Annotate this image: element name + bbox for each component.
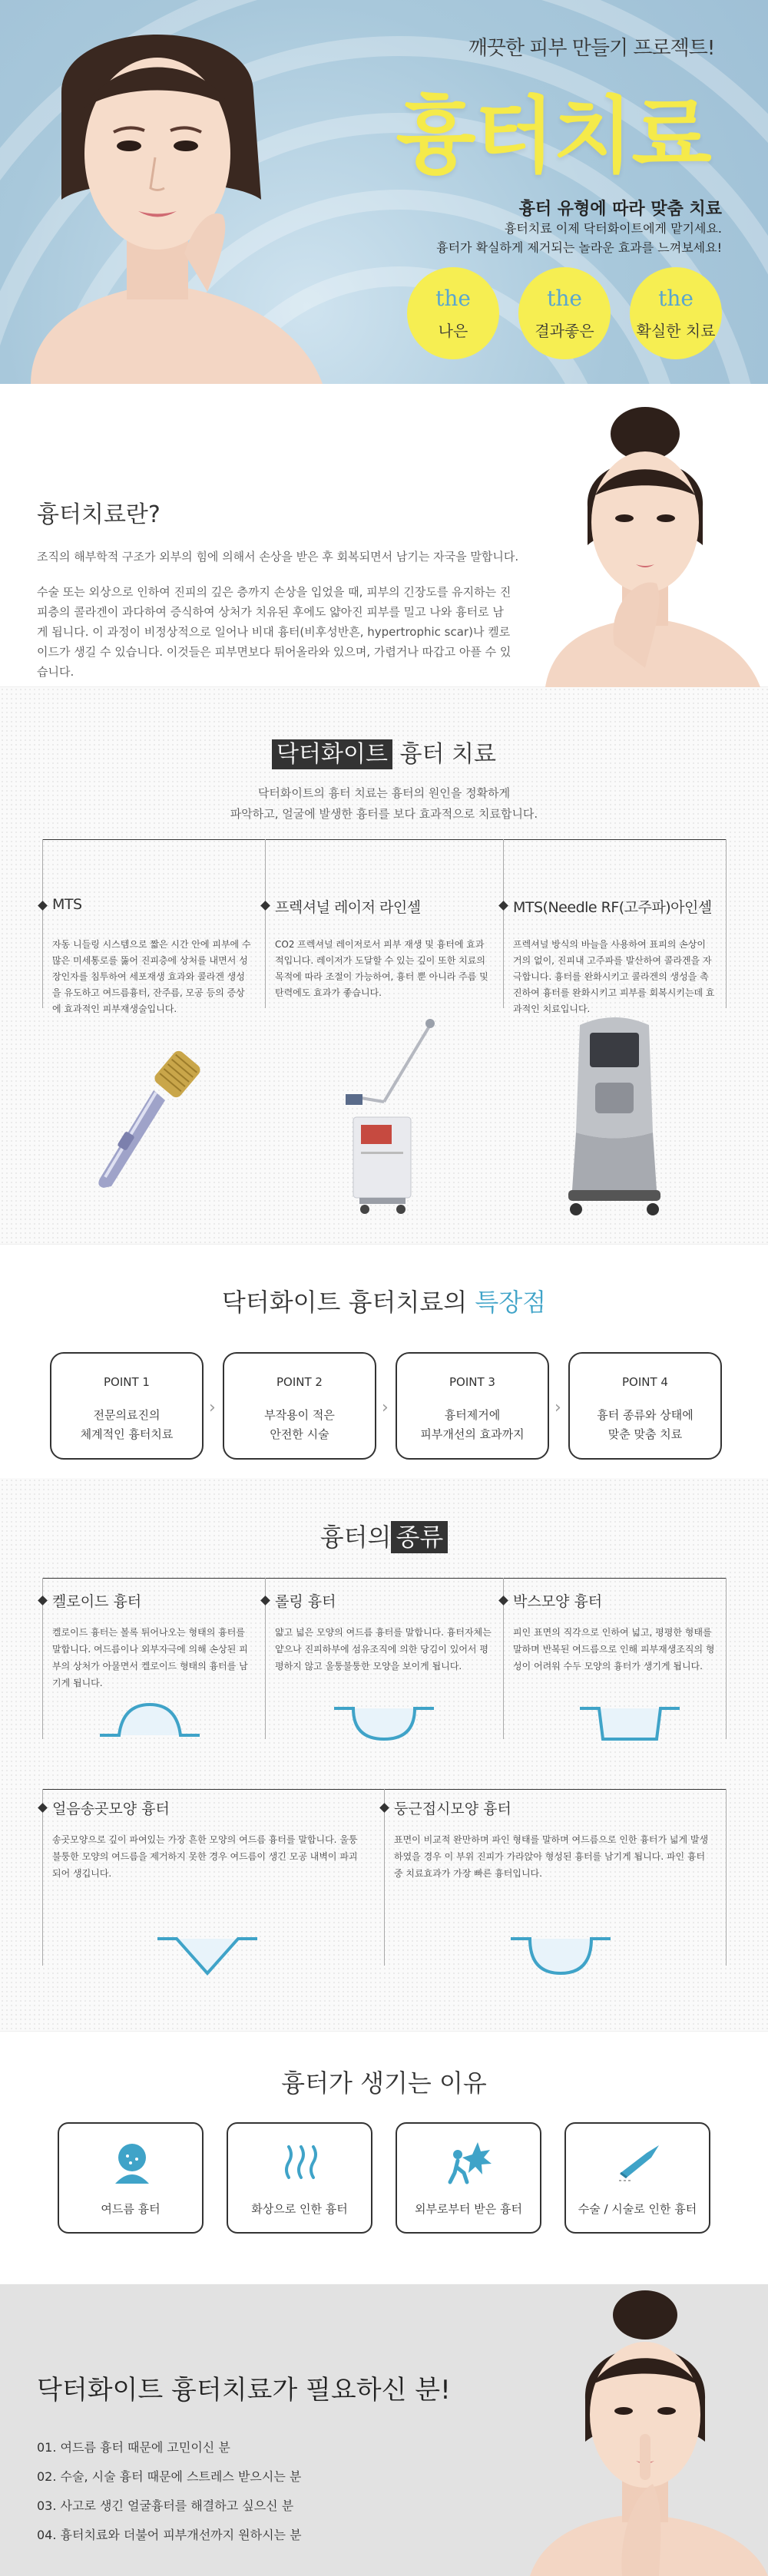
badge-circle [518, 267, 611, 359]
chevron-right-icon: › [382, 1398, 389, 1417]
desc-line: 닥터화이트의 흉터 치료는 흉터의 원인을 정확하게 [257, 786, 511, 800]
features-section [0, 1244, 768, 1478]
scar-type-text: 송곳모양으로 깊이 파여있는 가장 흔한 모양의 여드름 흉터를 말합니다. 울퉁불퉁한 모양의 여드름을 제거하지 못한 경우 여드름이 생긴 모공 내벽이 파괴되어 생깁니다. [52, 1834, 358, 1879]
mts-roller-image [81, 1040, 211, 1194]
title-text: 닥터화이트 흉터치료의 [221, 1288, 475, 1317]
diamond-marker [260, 901, 270, 911]
heat-waves-icon [278, 2139, 324, 2185]
scar-type-title: 둥근접시모양 흉터 [394, 1801, 511, 1817]
scar-type-title: 롤링 흉터 [275, 1593, 336, 1610]
chevron-right-icon: › [554, 1398, 561, 1417]
model-photo [530, 392, 768, 687]
diamond-marker [379, 1803, 389, 1813]
cause-label: 수술 / 시술로 인한 흉터 [578, 2202, 697, 2216]
badge-label: 나은 [438, 322, 468, 340]
diamond-marker [38, 1803, 48, 1813]
scar-type-title: 박스모양 흉터 [513, 1593, 603, 1610]
treatment-text: CO2 프렉셔널 레이저로서 피부 재생 및 흉터에 효과적입니다. 레이저가 도달할 수 있는 깊이 또한 치료의 목적에 따라 조절이 가능하여, 흉터 뿐 아니라 주름 및 탄력에도 효과가 좋습니다. [275, 939, 488, 998]
point-text: 부작용이 적은 안전한 시술 [264, 1408, 335, 1441]
point-label: POINT 3 [449, 1375, 495, 1389]
title-accent: 특장점 [475, 1288, 547, 1317]
title-highlight: 종류 [391, 1521, 448, 1553]
hero-description [361, 219, 722, 257]
scar-type-text: 얇고 넓은 모양의 여드름 흉터를 말합니다. 흉터자체는 얕으나 진피하부에 섬유조직에 의한 당김이 있어서 평평하지 않고 울퉁불퉁한 모양을 보이게 됩니다. [275, 1627, 492, 1672]
diamond-marker [498, 1596, 508, 1605]
point-label: POINT 2 [276, 1375, 323, 1389]
cause-card [227, 2122, 372, 2234]
divider [42, 1578, 726, 1579]
keloid-shape-icon [96, 1701, 204, 1739]
intro-section [0, 384, 768, 687]
point-card [50, 1352, 204, 1460]
point-card [568, 1352, 722, 1460]
scar-causes-section [0, 2031, 768, 2284]
hero-badges [407, 267, 730, 367]
point-text: 흉터제거에 피부개선의 효과까지 [420, 1408, 525, 1441]
impact-icon [447, 2139, 493, 2185]
face-icon [109, 2139, 155, 2185]
title-highlight: 닥터화이트 [272, 739, 392, 769]
cause-card [58, 2122, 204, 2234]
title-text: 흉터 치료 [392, 741, 496, 768]
cause-card [396, 2122, 541, 2234]
divider [42, 1789, 43, 1966]
cause-label: 외부로부터 받은 흉터 [415, 2202, 522, 2216]
point-card [396, 1352, 549, 1460]
model-photo [530, 2284, 768, 2576]
section-title: 흉터가 생기는 이유 [281, 2068, 487, 2098]
divider [42, 839, 726, 840]
title-text: 흉터의 [319, 1523, 392, 1552]
treatment-title: MTS(Needle RF(고주파)아인셀 [513, 899, 712, 916]
audience-item: 03. 사고로 생긴 얼굴흉터를 해결하고 싶으신 분 [37, 2498, 294, 2513]
desc-line: 파악하고, 얼굴에 발생한 흉터를 보다 효과적으로 치료합니다. [230, 807, 538, 821]
scar-type-title: 얼음송곳모양 흉터 [52, 1801, 170, 1817]
treatment-title: 프렉셔널 레이저 라인셀 [275, 899, 421, 916]
section-title [0, 1283, 768, 1318]
divider [384, 1789, 385, 1966]
target-audience-section [0, 2284, 768, 2576]
scar-type-title: 켈로이드 흉터 [52, 1593, 142, 1610]
divider [42, 839, 43, 1008]
divider [726, 839, 727, 1008]
clinic-treatment-section [0, 687, 768, 1244]
point-text: 전문의료진의 체계적인 흉터치료 [80, 1408, 174, 1441]
cause-label: 여드름 흉터 [101, 2202, 161, 2216]
scar-types-section [0, 1478, 768, 2031]
boxcar-shape-icon [576, 1705, 684, 1743]
cause-card [564, 2122, 710, 2234]
badge-the: the [547, 286, 582, 311]
diamond-marker [38, 901, 48, 911]
intro-title: 흉터치료란? [37, 501, 161, 528]
point-card [223, 1352, 376, 1460]
divider [503, 839, 504, 1008]
section-description [0, 783, 768, 825]
section-title [0, 735, 768, 769]
badge-circle [407, 267, 499, 359]
hero-desc-line: 흉터치료 이제 닥터화이트에게 맡기세요. [504, 221, 722, 236]
badge-the: the [435, 286, 471, 311]
diamond-marker [260, 1596, 270, 1605]
rolling-shape-icon [330, 1705, 438, 1743]
section-title: 닥터화이트 흉터치료가 필요하신 분! [37, 2375, 451, 2406]
point-label: POINT 4 [622, 1375, 668, 1389]
point-text: 흉터 종류와 상태에 맞춘 맞춤 치료 [597, 1408, 694, 1441]
model-photo [0, 0, 353, 384]
treatment-title: MTS [52, 896, 82, 913]
hero-heading: 흉터 유형에 따라 맞춤 치료 [518, 200, 722, 219]
badge-label: 확실한 치료 [636, 322, 716, 340]
treatment-text: 프렉셔널 방식의 바늘을 사용하여 표피의 손상이 거의 없이, 진피내 고주파를 발산하여 콜라겐을 자극합니다. 흉터를 완화시키고 콜라겐의 생성을 촉진하여 흉터를 완화시키고 피부를 회복시키는데 효과적인 치료입니다. [513, 939, 715, 1014]
treatment-text: 자동 니들링 시스템으로 짧은 시간 안에 피부에 수많은 미세통로를 뚫어 진피층에 상처를 내면서 성장인자를 침투하여 세포재생 효과와 콜라겐 생성을 유도하고 여드름흉터, 잔주름, 모공 등의 증상에 효과적인 피부재생술입니다. [52, 939, 251, 1014]
audience-item: 04. 흉터치료와 더불어 피부개선까지 원하시는 분 [37, 2528, 302, 2542]
chevron-right-icon: › [209, 1398, 216, 1417]
scar-type-text: 켈로이드 흉터는 볼록 튀어나오는 형태의 흉터를 말합니다. 여드름이나 외부자극에 의해 손상된 피부의 상처가 아물면서 켈로이드 형태의 흉터를 남기게 됩니다. [52, 1627, 248, 1688]
badge-circle [630, 267, 722, 359]
hero-banner [0, 0, 768, 384]
divider [726, 1578, 727, 1739]
diamond-marker [498, 901, 508, 911]
scalpel-icon [616, 2139, 662, 2185]
scar-type-text: 표면이 비교적 완만하며 파인 형태를 말하며 여드름으로 인한 흉터가 넓게 발생하였을 경우 이 부위 진피가 가라앉아 형성된 흉터를 남기게 됩니다. 파인 흉터 중 치료효과가 가장 빠른 흉터입니다. [394, 1834, 709, 1879]
divider [726, 1789, 727, 1966]
hero-subtitle: 깨끗한 피부 만들기 프로젝트! [468, 37, 715, 60]
icepick-shape-icon [154, 1935, 261, 1981]
badge-the: the [658, 286, 694, 311]
intro-paragraph: 조직의 해부학적 구조가 외부의 힘에 의해서 손상을 받은 후 회복되면서 남기는 자국을 말합니다. [37, 550, 519, 564]
intro-paragraph: 수술 또는 외상으로 인하여 진피의 깊은 층까지 손상을 입었을 때, 피부의 긴장도를 유지하는 진피층의 콜라겐이 과다하여 증식하여 상처가 치유된 후에도 얇아진 피부를 밀고 나와 흉터로 남게 됩니다. 이 과정이 비정상적으로 일어나 비대 흉터(비후성반흔, hypertrophic scar)나 켈로이드가 생길 수 있습니다. 이것들은 피부면보다 튀어올라와 있으며, 가렵거나 따갑고 아플 수 있습니다. [37, 585, 511, 679]
saucer-shape-icon [507, 1935, 614, 1981]
section-title [0, 1518, 768, 1553]
audience-item: 01. 여드름 흉터 때문에 고민이신 분 [37, 2440, 230, 2455]
rf-device-image [553, 1010, 676, 1225]
divider [265, 839, 266, 1008]
scar-type-text: 피인 표면의 직각으로 인하여 넓고, 평평한 형태를 말하며 반복된 여드름으로 인해 피부재생조직의 형성이 어려워 수두 모양의 흉터가 생기게 됩니다. [513, 1627, 715, 1672]
diamond-marker [38, 1596, 48, 1605]
hero-title: 흉터치료 [396, 88, 710, 184]
audience-item: 02. 수술, 시술 흉터 때문에 스트레스 받으시는 분 [37, 2469, 302, 2484]
laser-device-image [330, 1010, 453, 1217]
badge-label: 결과좋은 [535, 322, 594, 340]
cause-label: 화상으로 인한 흉터 [251, 2202, 348, 2216]
hero-desc-line: 흉터가 확실하게 제거되는 놀라운 효과를 느껴보세요! [436, 240, 722, 255]
point-label: POINT 1 [104, 1375, 150, 1389]
